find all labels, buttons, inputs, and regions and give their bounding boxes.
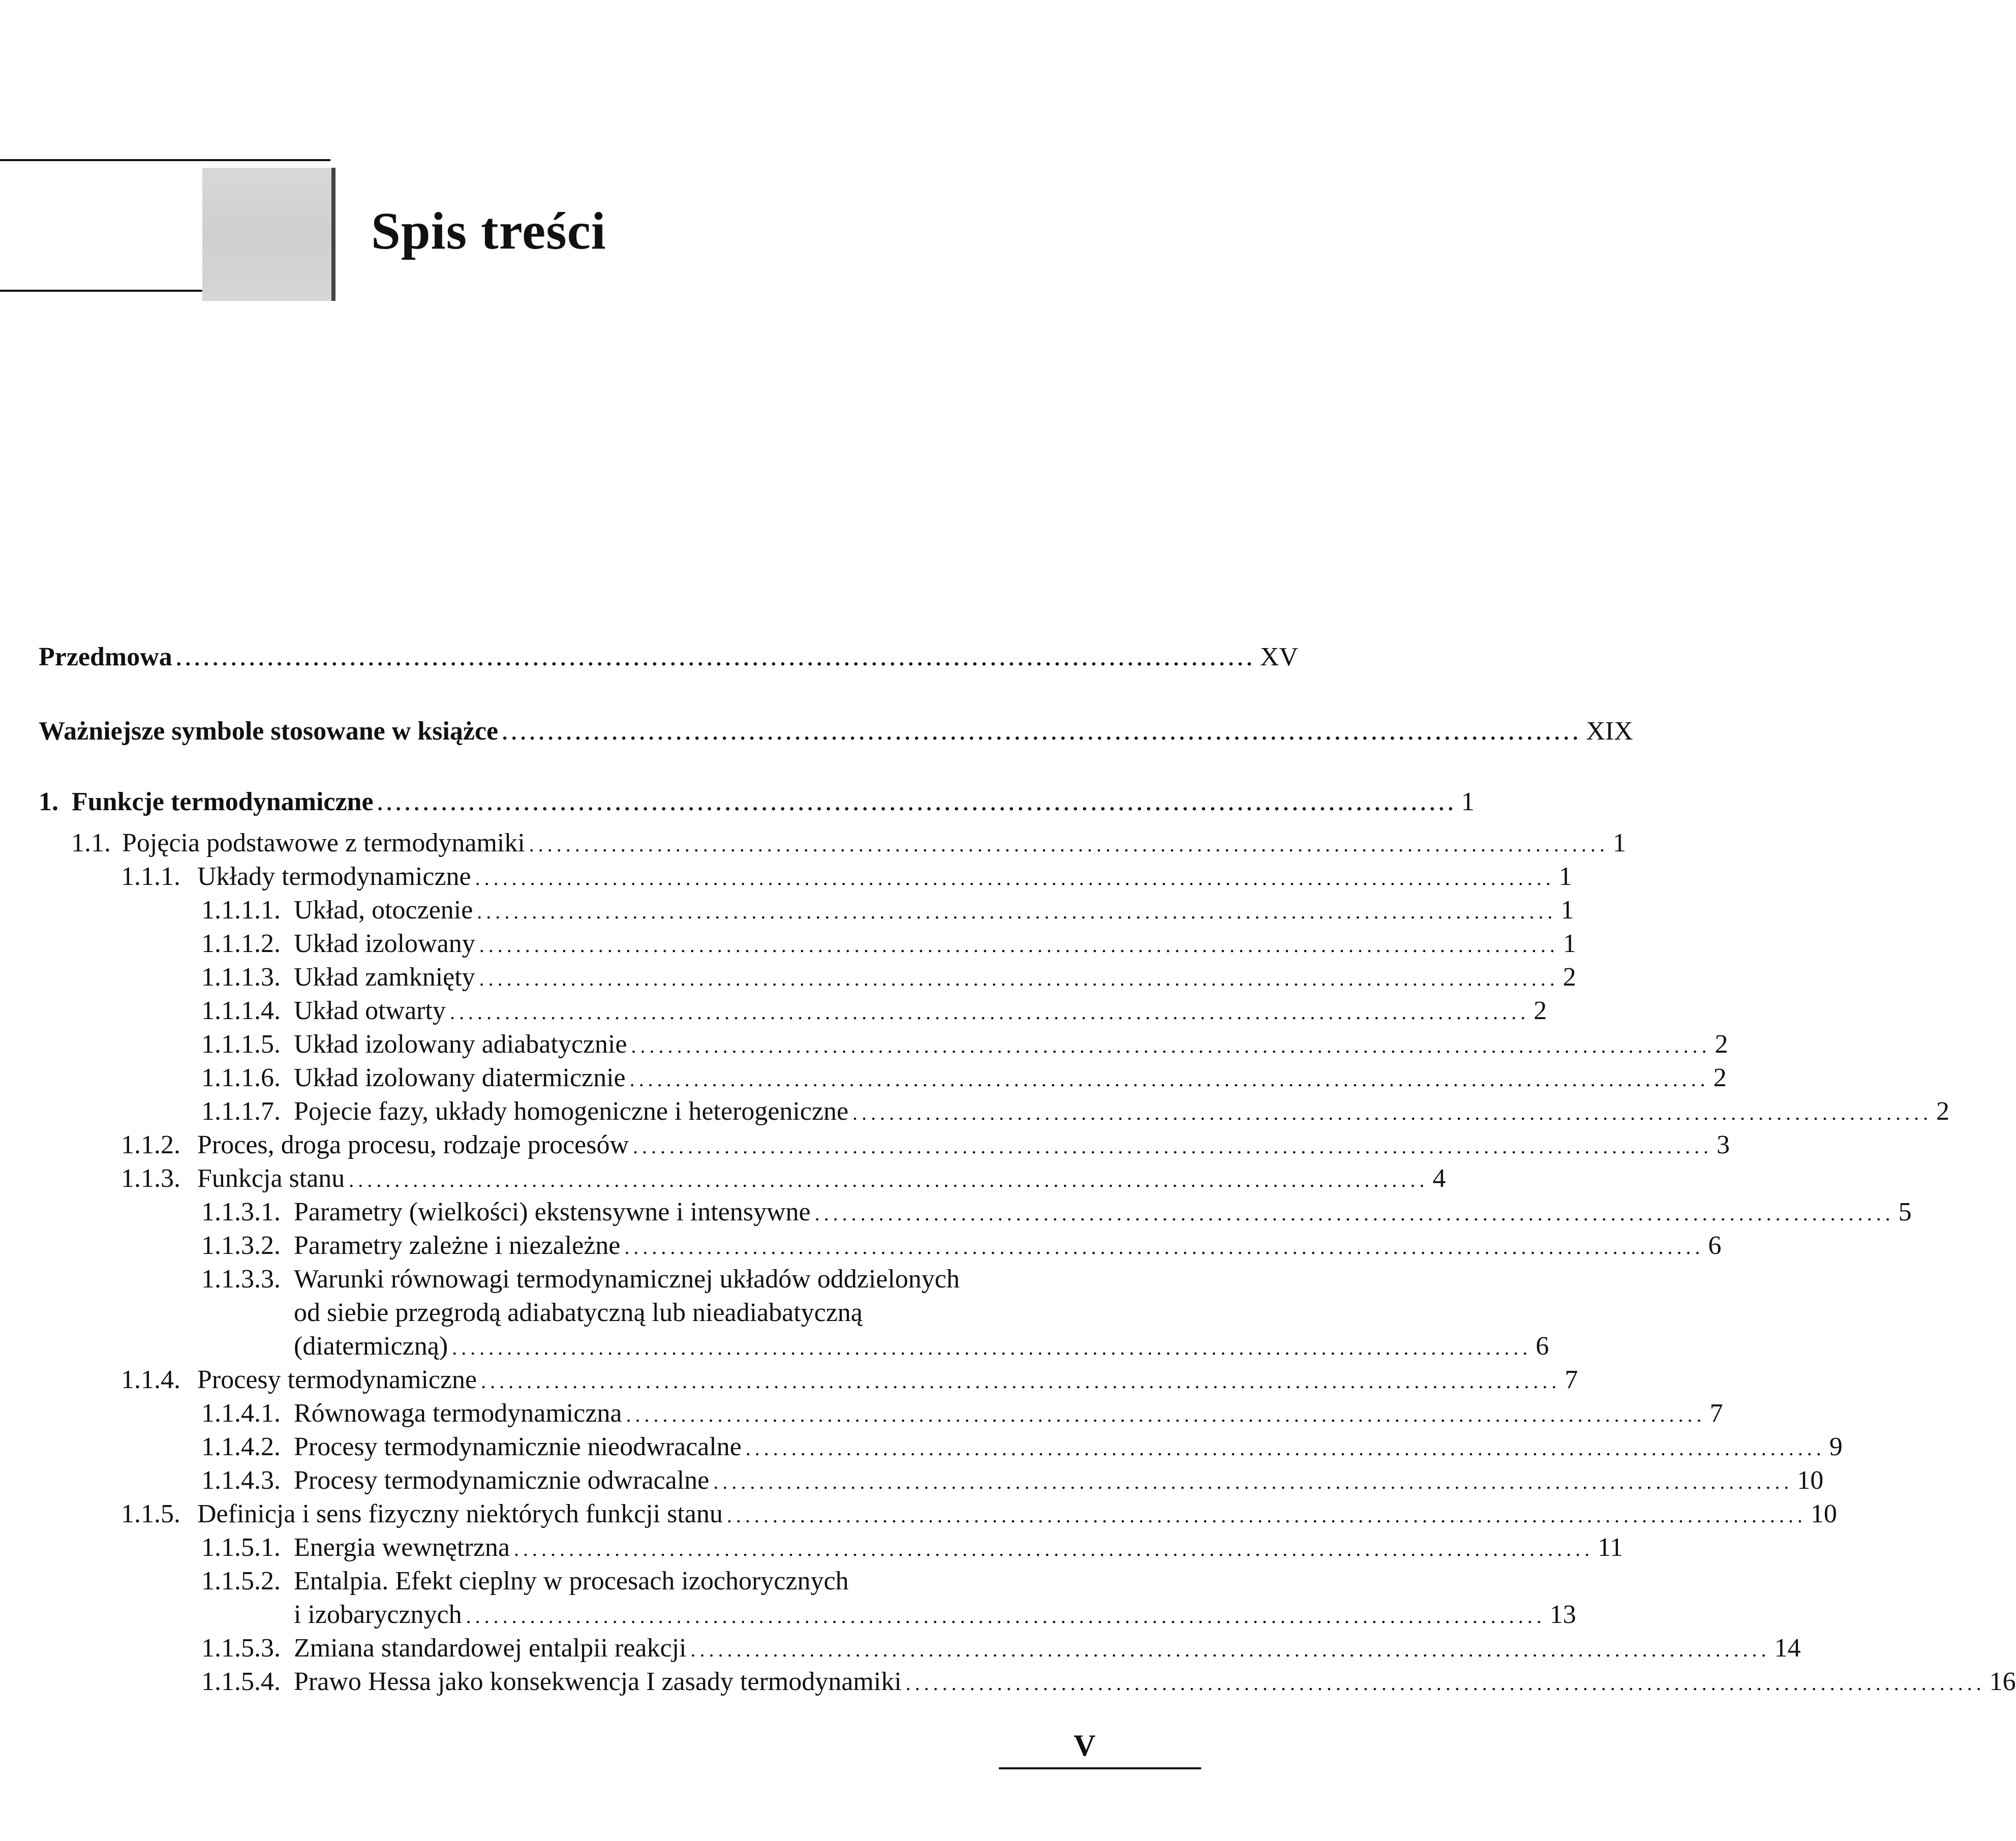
- leader-dots: ......................................................................................................................: [713, 1470, 1793, 1493]
- toc-page: 14: [1774, 1634, 1801, 1663]
- toc-page: 7: [1565, 1365, 1578, 1394]
- toc-number: 1.1.3.: [121, 1164, 180, 1193]
- toc-label: Przedmowa: [39, 642, 172, 671]
- header-gray-block: [202, 168, 334, 301]
- toc-number: 1.1.3.3.: [201, 1265, 281, 1294]
- toc-page: 2: [1715, 1030, 1728, 1059]
- page-title: Spis treści: [371, 202, 606, 260]
- leader-dots: ......................................................................................................................: [176, 647, 1256, 670]
- toc-label: Procesy termodynamiczne: [197, 1365, 477, 1394]
- toc-label: Definicja i sens fizyczny niektórych funkcji stanu: [197, 1499, 723, 1528]
- leader-dots: ......................................................................................................................: [905, 1672, 1986, 1695]
- toc-number: 1.1.4.1.: [201, 1399, 281, 1428]
- toc-label: Zmiana standardowej entalpii reakcji: [294, 1634, 687, 1663]
- toc-label: Funkcje termodynamiczne: [72, 787, 374, 816]
- toc-entry[interactable]: [201, 994, 1547, 1029]
- toc-label: Funkcja stanu: [197, 1164, 345, 1193]
- toc-label: Energia wewnętrzna: [294, 1533, 510, 1562]
- leader-dots: ......................................................................................................................: [631, 1034, 1711, 1057]
- leader-dots: ......................................................................................................................: [466, 1605, 1546, 1628]
- toc-page: 3: [1717, 1130, 1730, 1159]
- leader-dots: ......................................................................................................................: [513, 1538, 1594, 1560]
- toc-page: 1: [1461, 787, 1475, 816]
- toc-label: Procesy termodynamicznie nieodwracalne: [294, 1432, 742, 1461]
- toc-entry[interactable]: [121, 1162, 1446, 1197]
- toc-page: XIX: [1586, 717, 1633, 746]
- toc-number: 1.1.5.4.: [201, 1667, 281, 1696]
- leader-dots: ......................................................................................................................: [529, 833, 1609, 856]
- toc-number: 1.1.1.6.: [201, 1063, 281, 1092]
- toc-page: 4: [1432, 1164, 1446, 1193]
- toc-number: 1.1.1.2.: [201, 929, 281, 958]
- toc-label: Parametry zależne i niezależne: [294, 1231, 621, 1260]
- toc-number: 1.1.4.: [121, 1365, 180, 1394]
- toc-page: 7: [1709, 1399, 1723, 1428]
- toc-entry-front[interactable]: [39, 640, 1298, 676]
- toc-page: 10: [1810, 1499, 1837, 1528]
- toc-entry[interactable]: [201, 1061, 1727, 1096]
- toc-label: (diatermiczną): [294, 1332, 448, 1361]
- leader-dots: ......................................................................................................................: [349, 1169, 1429, 1191]
- toc-page: 2: [1713, 1063, 1727, 1092]
- toc-label-line: od siebie przegrodą adiabatyczną lub nieadiabatyczną: [294, 1298, 863, 1327]
- toc-entry[interactable]: [201, 1229, 1722, 1264]
- toc-entry[interactable]: [201, 1531, 1624, 1566]
- leader-dots: ......................................................................................................................: [452, 1336, 1532, 1359]
- leader-dots: ......................................................................................................................: [626, 1403, 1706, 1426]
- toc-label: Układ, otoczenie: [294, 896, 473, 925]
- toc-entry[interactable]: [201, 927, 1576, 962]
- toc-label: Układ izolowany: [294, 929, 475, 958]
- toc-number: 1.1.3.1.: [201, 1198, 281, 1226]
- toc-label: Układ otwarty: [294, 996, 446, 1025]
- toc-entry[interactable]: [294, 1330, 1549, 1365]
- footer-rule: [999, 1767, 1201, 1769]
- toc-page: 16: [1989, 1667, 2016, 1696]
- leader-dots: ......................................................................................................................: [633, 1135, 1713, 1158]
- toc-number: 1.: [39, 787, 58, 816]
- toc-number: 1.1.4.2.: [201, 1432, 281, 1461]
- toc-entry[interactable]: [201, 1665, 2016, 1700]
- leader-dots: ......................................................................................................................: [479, 934, 1559, 957]
- toc-label: Pojęcia podstawowe z termodynamiki: [122, 829, 525, 857]
- toc-entry-chapter[interactable]: [39, 785, 1475, 820]
- leader-dots: ......................................................................................................................: [475, 867, 1555, 889]
- leader-dots: ......................................................................................................................: [449, 1001, 1530, 1024]
- header-block-edge: [331, 168, 335, 301]
- toc-entry[interactable]: [121, 1363, 1578, 1398]
- header-rule-top: [0, 159, 330, 161]
- toc-entry[interactable]: [294, 1598, 1576, 1633]
- toc-number: 1.1.2.: [121, 1130, 180, 1159]
- toc-page: 11: [1597, 1533, 1624, 1562]
- toc-entry-front[interactable]: [39, 715, 1633, 750]
- leader-dots: ......................................................................................................................: [479, 967, 1559, 990]
- toc-label: Proces, droga procesu, rodzaje procesów: [197, 1130, 629, 1159]
- leader-dots: ......................................................................................................................: [690, 1638, 1770, 1661]
- toc-page: 6: [1536, 1332, 1549, 1361]
- leader-dots: ......................................................................................................................: [726, 1504, 1807, 1527]
- toc-entry[interactable]: [201, 1028, 1728, 1063]
- toc-label: Procesy termodynamicznie odwracalne: [294, 1466, 710, 1495]
- toc-page: 1: [1561, 896, 1574, 925]
- leader-dots: ......................................................................................................................: [745, 1437, 1825, 1460]
- leader-dots: ......................................................................................................................: [377, 792, 1457, 815]
- toc-label: Układ izolowany adiabatycznie: [294, 1030, 627, 1059]
- toc-label: Ważniejsze symbole stosowane w książce: [39, 717, 499, 746]
- toc-page: 2: [1563, 963, 1576, 992]
- toc-label-line: Entalpia. Efekt cieplny w procesach izochorycznych: [294, 1567, 849, 1595]
- toc-label: Układy termodynamiczne: [197, 862, 471, 891]
- toc-page: 5: [1898, 1198, 1912, 1226]
- toc-page: 2: [1936, 1097, 1950, 1126]
- toc-page: 1: [1559, 862, 1572, 891]
- toc-number: 1.1.3.2.: [201, 1231, 281, 1260]
- toc-page: XV: [1260, 642, 1298, 671]
- toc-entry[interactable]: [71, 826, 1626, 862]
- leader-dots: ......................................................................................................................: [852, 1101, 1933, 1124]
- toc-entry[interactable]: [121, 860, 1572, 895]
- toc-label: i izobarycznych: [294, 1600, 462, 1629]
- toc-number: 1.1.1.: [121, 862, 180, 891]
- toc-entry[interactable]: [121, 1497, 1837, 1532]
- toc-page: 6: [1708, 1231, 1722, 1260]
- toc-number: 1.1.1.4.: [201, 996, 281, 1025]
- leader-dots: ......................................................................................................................: [629, 1068, 1709, 1091]
- toc-number: 1.1.: [71, 829, 111, 857]
- toc-entry[interactable]: [201, 1095, 1950, 1130]
- toc-label: Równowaga termodynamiczna: [294, 1399, 622, 1428]
- toc-entry[interactable]: [201, 1632, 1801, 1667]
- toc-entry[interactable]: [201, 1195, 1912, 1231]
- leader-dots: ......................................................................................................................: [624, 1236, 1704, 1259]
- toc-entry[interactable]: [201, 961, 1576, 996]
- toc-entry[interactable]: [201, 1397, 1723, 1432]
- toc-number: 1.1.5.2.: [201, 1567, 281, 1595]
- leader-dots: ......................................................................................................................: [481, 1370, 1561, 1393]
- leader-dots: ......................................................................................................................: [814, 1202, 1895, 1225]
- leader-dots: ......................................................................................................................: [477, 900, 1557, 923]
- toc-page: 13: [1549, 1600, 1576, 1629]
- toc-page: 2: [1533, 996, 1547, 1025]
- toc-entry[interactable]: [201, 1464, 1824, 1499]
- toc-number: 1.1.1.7.: [201, 1097, 281, 1126]
- leader-dots: ......................................................................................................................: [502, 721, 1582, 744]
- toc-label: Pojecie fazy, układy homogeniczne i heterogeniczne: [294, 1097, 849, 1126]
- toc-entry[interactable]: [201, 1430, 1843, 1465]
- toc-number: 1.1.1.3.: [201, 963, 281, 992]
- toc-label: Parametry (wielkości) ekstensywne i intensywne: [294, 1198, 811, 1226]
- toc-number: 1.1.1.1.: [201, 896, 281, 925]
- toc-label-line: Warunki równowagi termodynamicznej układów oddzielonych: [294, 1265, 960, 1294]
- toc-number: 1.1.5.: [121, 1499, 180, 1528]
- toc-label: Układ izolowany diatermicznie: [294, 1063, 626, 1092]
- toc-entry[interactable]: [201, 894, 1574, 929]
- toc-page: 1: [1563, 929, 1576, 958]
- toc-number: 1.1.4.3.: [201, 1466, 281, 1495]
- toc-page: 9: [1829, 1432, 1843, 1461]
- toc-page: 10: [1797, 1466, 1824, 1495]
- page-number: V: [1074, 1729, 1096, 1762]
- toc-page: 1: [1612, 829, 1626, 857]
- toc-number: 1.1.5.3.: [201, 1634, 281, 1663]
- toc-number: 1.1.5.1.: [201, 1533, 281, 1562]
- toc-entry[interactable]: [121, 1128, 1730, 1163]
- toc-number: 1.1.1.5.: [201, 1030, 281, 1059]
- toc-label: Prawo Hessa jako konsekwencja I zasady termodynamiki: [294, 1667, 902, 1696]
- toc-label: Układ zamknięty: [294, 963, 475, 992]
